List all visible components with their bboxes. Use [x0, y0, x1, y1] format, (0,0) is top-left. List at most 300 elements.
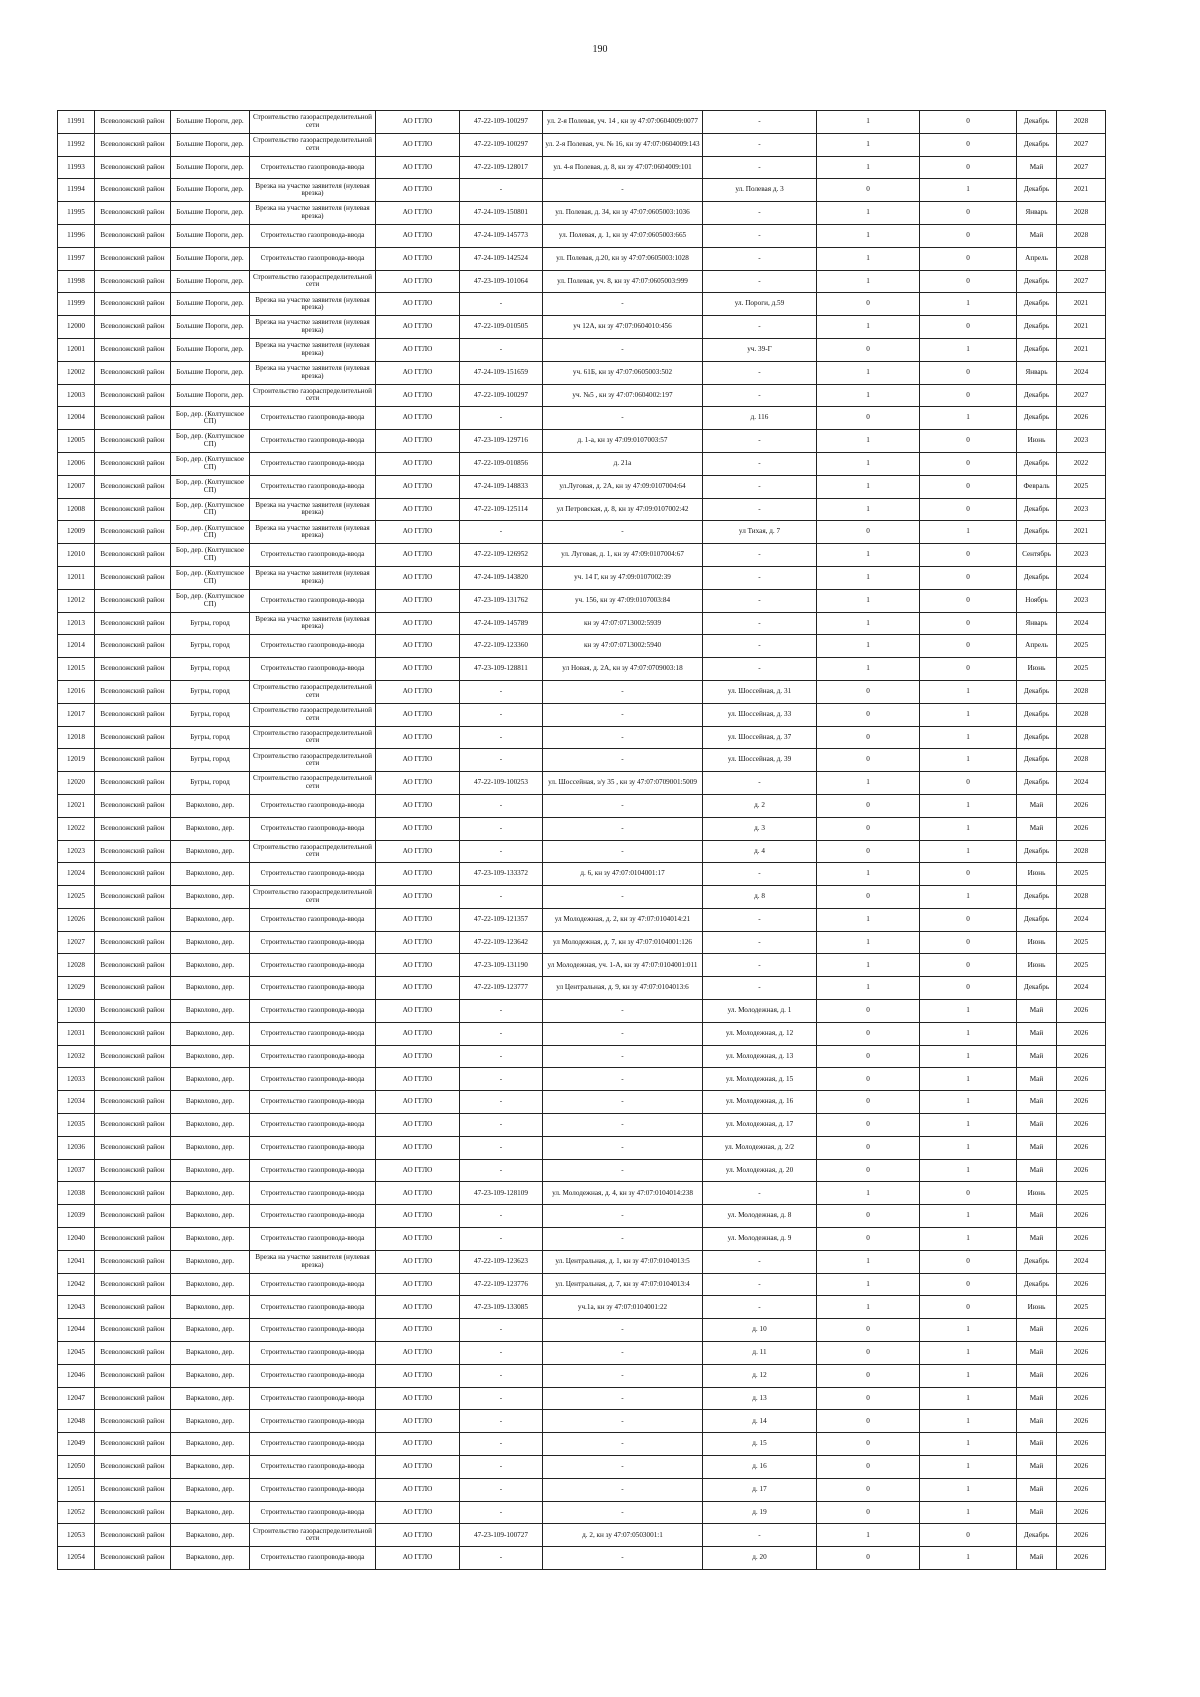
- cell-district: Всеволожский район: [95, 566, 171, 589]
- cell-work: Строительство газопровода-ввода: [250, 1364, 376, 1387]
- cell-org: АО ГГЛО: [376, 202, 460, 225]
- cell-work: Строительство газопровода-ввода: [250, 977, 376, 1000]
- cell-v1: 0: [817, 1364, 920, 1387]
- cell-work: Строительство газопровода-ввода: [250, 247, 376, 270]
- cell-num: 12003: [58, 384, 95, 407]
- cell-settlement: Варколово, дер.: [171, 931, 250, 954]
- cell-v2: 1: [920, 1114, 1017, 1137]
- cell-num: 12018: [58, 726, 95, 749]
- cell-year: 2026: [1057, 1547, 1106, 1570]
- cell-month: Май: [1017, 1068, 1057, 1091]
- cell-app: -: [460, 338, 543, 361]
- cell-cadastral: ул. Луговая, д. 1, кн зу 47:09:0107004:67: [543, 544, 703, 567]
- table-row: [58, 635, 1106, 658]
- cell-org: АО ГГЛО: [376, 886, 460, 909]
- cell-org: АО ГГЛО: [376, 498, 460, 521]
- cell-v2: 0: [920, 316, 1017, 339]
- cell-address: ул. Шоссейная, д. 31: [703, 680, 817, 703]
- cell-org: АО ГГЛО: [376, 908, 460, 931]
- cell-cadastral: ул. Центральная, д. 7, кн зу 47:07:0104013:4: [543, 1273, 703, 1296]
- cell-v1: 0: [817, 1000, 920, 1023]
- cell-year: 2021: [1057, 521, 1106, 544]
- cell-district: Всеволожский район: [95, 293, 171, 316]
- cell-num: 12014: [58, 635, 95, 658]
- cell-org: АО ГГЛО: [376, 179, 460, 202]
- cell-settlement: Бор, дер. (Колтушское СП): [171, 430, 250, 453]
- cell-district: Всеволожский район: [95, 452, 171, 475]
- cell-org: АО ГГЛО: [376, 954, 460, 977]
- cell-year: 2026: [1057, 1456, 1106, 1479]
- cell-month: Май: [1017, 1456, 1057, 1479]
- cell-work: Строительство газопровода-ввода: [250, 1387, 376, 1410]
- cell-app: 47-22-109-128017: [460, 156, 543, 179]
- cell-month: Январь: [1017, 612, 1057, 635]
- cell-settlement: Бугры, город: [171, 680, 250, 703]
- cell-work: Строительство газораспределительной сети: [250, 726, 376, 749]
- cell-org: АО ГГЛО: [376, 384, 460, 407]
- cell-work: Строительство газопровода-ввода: [250, 1273, 376, 1296]
- cell-v1: 1: [817, 863, 920, 886]
- cell-month: Декабрь: [1017, 840, 1057, 863]
- cell-org: АО ГГЛО: [376, 1022, 460, 1045]
- cell-address: ул. Молодежная, д. 16: [703, 1091, 817, 1114]
- cell-v1: 0: [817, 1501, 920, 1524]
- cell-cadastral: -: [543, 1478, 703, 1501]
- cell-v1: 0: [817, 1410, 920, 1433]
- cell-year: 2026: [1057, 1045, 1106, 1068]
- cell-cadastral: д. 1-а, кн зу 47:09:0107003:57: [543, 430, 703, 453]
- cell-cadastral: уч. 14 Г, кн зу 47:09:0107002:39: [543, 566, 703, 589]
- cell-district: Всеволожский район: [95, 726, 171, 749]
- cell-app: -: [460, 1136, 543, 1159]
- cell-settlement: Варколово, дер.: [171, 840, 250, 863]
- table-row: [58, 247, 1106, 270]
- cell-num: 12008: [58, 498, 95, 521]
- cell-month: Май: [1017, 1228, 1057, 1251]
- cell-address: -: [703, 931, 817, 954]
- cell-cadastral: -: [543, 1433, 703, 1456]
- cell-district: Всеволожский район: [95, 1342, 171, 1365]
- cell-org: АО ГГЛО: [376, 1364, 460, 1387]
- cell-settlement: Варкалово, дер.: [171, 1364, 250, 1387]
- cell-settlement: Варкалово, дер.: [171, 1410, 250, 1433]
- cell-v2: 0: [920, 977, 1017, 1000]
- cell-app: 47-24-109-148833: [460, 475, 543, 498]
- cell-year: 2028: [1057, 726, 1106, 749]
- cell-settlement: Бугры, город: [171, 635, 250, 658]
- cell-settlement: Варколово, дер.: [171, 1114, 250, 1137]
- cell-settlement: Варколово, дер.: [171, 954, 250, 977]
- cell-year: 2023: [1057, 498, 1106, 521]
- cell-org: АО ГГЛО: [376, 1182, 460, 1205]
- cell-settlement: Варколово, дер.: [171, 886, 250, 909]
- cell-year: 2028: [1057, 111, 1106, 134]
- table-row: [58, 316, 1106, 339]
- cell-settlement: Бор, дер. (Колтушское СП): [171, 521, 250, 544]
- cell-cadastral: уч. 61Б, кн зу 47:07:0605003:502: [543, 361, 703, 384]
- cell-settlement: Большие Пороги, дер.: [171, 247, 250, 270]
- cell-org: АО ГГЛО: [376, 1524, 460, 1547]
- cell-district: Всеволожский район: [95, 1410, 171, 1433]
- cell-cadastral: -: [543, 1228, 703, 1251]
- table-row: [58, 430, 1106, 453]
- cell-address: -: [703, 384, 817, 407]
- cell-cadastral: ул. 2-я Полевая, уч. № 16, кн зу 47:07:0604009:143: [543, 133, 703, 156]
- cell-num: 12039: [58, 1205, 95, 1228]
- cell-org: АО ГГЛО: [376, 1547, 460, 1570]
- cell-year: 2026: [1057, 1342, 1106, 1365]
- cell-app: 47-22-109-123623: [460, 1250, 543, 1273]
- cell-address: д. 19: [703, 1501, 817, 1524]
- cell-app: -: [460, 1342, 543, 1365]
- cell-month: Июнь: [1017, 430, 1057, 453]
- cell-address: д. 14: [703, 1410, 817, 1433]
- cell-num: 12041: [58, 1250, 95, 1273]
- cell-v2: 0: [920, 612, 1017, 635]
- cell-v1: 0: [817, 1068, 920, 1091]
- cell-work: Строительство газопровода-ввода: [250, 635, 376, 658]
- cell-address: ул. Шоссейная, д. 37: [703, 726, 817, 749]
- cell-district: Всеволожский район: [95, 589, 171, 612]
- cell-address: ул. Молодежная, д. 12: [703, 1022, 817, 1045]
- cell-year: 2023: [1057, 430, 1106, 453]
- cell-district: Всеволожский район: [95, 1250, 171, 1273]
- cell-org: АО ГГЛО: [376, 361, 460, 384]
- cell-district: Всеволожский район: [95, 1524, 171, 1547]
- cell-org: АО ГГЛО: [376, 111, 460, 134]
- cell-v1: 0: [817, 179, 920, 202]
- cell-work: Строительство газораспределительной сети: [250, 840, 376, 863]
- cell-app: 47-22-109-121357: [460, 908, 543, 931]
- cell-num: 11991: [58, 111, 95, 134]
- table-row: [58, 680, 1106, 703]
- table-row: [58, 863, 1106, 886]
- cell-year: 2027: [1057, 156, 1106, 179]
- cell-cadastral: -: [543, 521, 703, 544]
- cell-work: Врезка на участке заявителя (нулевая врезка): [250, 293, 376, 316]
- cell-settlement: Бор, дер. (Колтушское СП): [171, 544, 250, 567]
- table-row: [58, 1547, 1106, 1570]
- cell-org: АО ГГЛО: [376, 1159, 460, 1182]
- cell-num: 12006: [58, 452, 95, 475]
- cell-district: Всеволожский район: [95, 612, 171, 635]
- cell-year: 2026: [1057, 1478, 1106, 1501]
- cell-settlement: Бор, дер. (Колтушское СП): [171, 498, 250, 521]
- cell-work: Строительство газопровода-ввода: [250, 452, 376, 475]
- cell-address: д. 11: [703, 1342, 817, 1365]
- cell-month: Май: [1017, 1022, 1057, 1045]
- cell-year: 2021: [1057, 316, 1106, 339]
- cell-num: 12009: [58, 521, 95, 544]
- cell-address: д. 8: [703, 886, 817, 909]
- cell-v2: 0: [920, 1296, 1017, 1319]
- cell-num: 12025: [58, 886, 95, 909]
- cell-app: -: [460, 886, 543, 909]
- cell-settlement: Варколово, дер.: [171, 1273, 250, 1296]
- cell-month: Декабрь: [1017, 521, 1057, 544]
- cell-org: АО ГГЛО: [376, 703, 460, 726]
- cell-v2: 0: [920, 202, 1017, 225]
- cell-v1: 0: [817, 680, 920, 703]
- cell-v1: 0: [817, 293, 920, 316]
- cell-org: АО ГГЛО: [376, 521, 460, 544]
- cell-month: Декабрь: [1017, 316, 1057, 339]
- cell-settlement: Большие Пороги, дер.: [171, 361, 250, 384]
- cell-month: Июнь: [1017, 931, 1057, 954]
- cell-address: ул. Полевая д. 3: [703, 179, 817, 202]
- table-row: [58, 1022, 1106, 1045]
- table-row: [58, 133, 1106, 156]
- cell-address: -: [703, 772, 817, 795]
- cell-settlement: Бугры, город: [171, 612, 250, 635]
- cell-app: 47-23-109-128811: [460, 658, 543, 681]
- cell-address: -: [703, 1182, 817, 1205]
- cell-work: Строительство газораспределительной сети: [250, 749, 376, 772]
- cell-year: 2026: [1057, 1364, 1106, 1387]
- cell-v2: 1: [920, 1022, 1017, 1045]
- table-row: [58, 612, 1106, 635]
- cell-settlement: Варколово, дер.: [171, 863, 250, 886]
- cell-settlement: Варколово, дер.: [171, 1022, 250, 1045]
- table-row: [58, 1205, 1106, 1228]
- cell-district: Всеволожский район: [95, 202, 171, 225]
- cell-cadastral: -: [543, 1387, 703, 1410]
- cell-work: Строительство газопровода-ввода: [250, 1296, 376, 1319]
- cell-v1: 1: [817, 1296, 920, 1319]
- cell-v1: 0: [817, 1045, 920, 1068]
- cell-app: 47-24-109-150801: [460, 202, 543, 225]
- cell-v1: 1: [817, 908, 920, 931]
- cell-year: 2026: [1057, 817, 1106, 840]
- cell-app: 47-22-109-010505: [460, 316, 543, 339]
- cell-work: Строительство газопровода-ввода: [250, 156, 376, 179]
- cell-work: Строительство газопровода-ввода: [250, 1136, 376, 1159]
- cell-app: 47-22-109-100297: [460, 111, 543, 134]
- cell-month: Май: [1017, 1000, 1057, 1023]
- cell-month: Май: [1017, 1159, 1057, 1182]
- cell-cadastral: -: [543, 680, 703, 703]
- cell-work: Строительство газопровода-ввода: [250, 1547, 376, 1570]
- cell-cadastral: ул.Луговая, д. 2А, кн зу 47:09:0107004:64: [543, 475, 703, 498]
- cell-num: 12036: [58, 1136, 95, 1159]
- cell-num: 12031: [58, 1022, 95, 1045]
- cell-work: Строительство газопровода-ввода: [250, 908, 376, 931]
- cell-year: 2026: [1057, 1501, 1106, 1524]
- cell-district: Всеволожский район: [95, 430, 171, 453]
- cell-cadastral: д. 2, кн зу 47:07:0503001:1: [543, 1524, 703, 1547]
- cell-v2: 0: [920, 954, 1017, 977]
- cell-cadastral: д. 21а: [543, 452, 703, 475]
- cell-v1: 1: [817, 224, 920, 247]
- cell-v1: 0: [817, 886, 920, 909]
- cell-app: 47-22-109-123776: [460, 1273, 543, 1296]
- cell-work: Строительство газопровода-ввода: [250, 224, 376, 247]
- cell-work: Врезка на участке заявителя (нулевая врезка): [250, 338, 376, 361]
- cell-district: Всеволожский район: [95, 749, 171, 772]
- cell-num: 12001: [58, 338, 95, 361]
- cell-app: -: [460, 703, 543, 726]
- cell-v2: 1: [920, 1205, 1017, 1228]
- cell-address: -: [703, 977, 817, 1000]
- cell-work: Строительство газопровода-ввода: [250, 1319, 376, 1342]
- cell-year: 2027: [1057, 270, 1106, 293]
- table-row: [58, 772, 1106, 795]
- cell-v2: 1: [920, 794, 1017, 817]
- cell-work: Строительство газопровода-ввода: [250, 1456, 376, 1479]
- cell-settlement: Варколово, дер.: [171, 794, 250, 817]
- cell-num: 11994: [58, 179, 95, 202]
- cell-v2: 1: [920, 407, 1017, 430]
- cell-month: Декабрь: [1017, 179, 1057, 202]
- cell-year: 2021: [1057, 179, 1106, 202]
- cell-work: Врезка на участке заявителя (нулевая врезка): [250, 179, 376, 202]
- cell-num: 12045: [58, 1342, 95, 1365]
- cell-num: 12046: [58, 1364, 95, 1387]
- cell-v1: 0: [817, 1159, 920, 1182]
- cell-address: д. 15: [703, 1433, 817, 1456]
- cell-year: 2025: [1057, 954, 1106, 977]
- cell-app: 47-22-109-123360: [460, 635, 543, 658]
- cell-month: Май: [1017, 1091, 1057, 1114]
- cell-cadastral: ул. Полевая, д. 34, кн зу 47:07:0605003:1036: [543, 202, 703, 225]
- cell-district: Всеволожский район: [95, 1000, 171, 1023]
- cell-year: 2026: [1057, 1205, 1106, 1228]
- cell-district: Всеволожский район: [95, 1547, 171, 1570]
- cell-settlement: Большие Пороги, дер.: [171, 111, 250, 134]
- cell-year: 2025: [1057, 931, 1106, 954]
- table-row: [58, 293, 1106, 316]
- cell-num: 12021: [58, 794, 95, 817]
- table-row: [58, 1524, 1106, 1547]
- cell-district: Всеволожский район: [95, 247, 171, 270]
- cell-year: 2026: [1057, 407, 1106, 430]
- cell-num: 12043: [58, 1296, 95, 1319]
- cell-app: -: [460, 1000, 543, 1023]
- table-row: [58, 1319, 1106, 1342]
- cell-year: 2022: [1057, 452, 1106, 475]
- cell-settlement: Варкалово, дер.: [171, 1433, 250, 1456]
- cell-v1: 1: [817, 1273, 920, 1296]
- cell-num: 12024: [58, 863, 95, 886]
- cell-org: АО ГГЛО: [376, 658, 460, 681]
- cell-district: Всеволожский район: [95, 1456, 171, 1479]
- cell-app: -: [460, 1159, 543, 1182]
- cell-v1: 0: [817, 1228, 920, 1251]
- cell-work: Строительство газопровода-ввода: [250, 817, 376, 840]
- table-row: [58, 1456, 1106, 1479]
- cell-org: АО ГГЛО: [376, 452, 460, 475]
- cell-cadastral: кн зу 47:07:0713002:5939: [543, 612, 703, 635]
- cell-v1: 1: [817, 566, 920, 589]
- cell-year: 2026: [1057, 1524, 1106, 1547]
- table-row: [58, 1045, 1106, 1068]
- cell-v2: 0: [920, 111, 1017, 134]
- cell-org: АО ГГЛО: [376, 1114, 460, 1137]
- cell-cadastral: ул. Полевая, д.20, кн зу 47:07:0605003:1028: [543, 247, 703, 270]
- cell-settlement: Большие Пороги, дер.: [171, 224, 250, 247]
- table-row: [58, 840, 1106, 863]
- cell-num: 11997: [58, 247, 95, 270]
- cell-v1: 1: [817, 954, 920, 977]
- cell-app: 47-22-109-010856: [460, 452, 543, 475]
- cell-app: 47-22-109-100297: [460, 133, 543, 156]
- cell-v1: 0: [817, 794, 920, 817]
- cell-year: 2026: [1057, 1410, 1106, 1433]
- table-row: [58, 270, 1106, 293]
- gas-connection-table: [57, 110, 1106, 1570]
- cell-app: -: [460, 1364, 543, 1387]
- cell-month: Апрель: [1017, 247, 1057, 270]
- cell-v1: 1: [817, 247, 920, 270]
- page-number: 190: [592, 44, 608, 55]
- cell-work: Строительство газопровода-ввода: [250, 1410, 376, 1433]
- cell-work: Строительство газопровода-ввода: [250, 1022, 376, 1045]
- cell-v2: 1: [920, 1456, 1017, 1479]
- cell-year: 2026: [1057, 1319, 1106, 1342]
- cell-settlement: Большие Пороги, дер.: [171, 202, 250, 225]
- cell-address: ул. Молодежная, д. 20: [703, 1159, 817, 1182]
- cell-settlement: Варкалово, дер.: [171, 1456, 250, 1479]
- cell-num: 12013: [58, 612, 95, 635]
- cell-address: -: [703, 202, 817, 225]
- cell-num: 12042: [58, 1273, 95, 1296]
- table-row: [58, 1159, 1106, 1182]
- cell-num: 12030: [58, 1000, 95, 1023]
- cell-work: Строительство газораспределительной сети: [250, 680, 376, 703]
- cell-cadastral: -: [543, 840, 703, 863]
- cell-v2: 0: [920, 1250, 1017, 1273]
- cell-cadastral: -: [543, 1456, 703, 1479]
- cell-cadastral: -: [543, 407, 703, 430]
- cell-cadastral: -: [543, 886, 703, 909]
- cell-month: Май: [1017, 156, 1057, 179]
- cell-settlement: Бор, дер. (Колтушское СП): [171, 407, 250, 430]
- table-row: [58, 954, 1106, 977]
- cell-num: 12038: [58, 1182, 95, 1205]
- cell-v1: 1: [817, 931, 920, 954]
- cell-num: 12011: [58, 566, 95, 589]
- cell-settlement: Большие Пороги, дер.: [171, 384, 250, 407]
- cell-num: 12023: [58, 840, 95, 863]
- cell-app: 47-22-109-100253: [460, 772, 543, 795]
- cell-org: АО ГГЛО: [376, 1342, 460, 1365]
- cell-address: -: [703, 908, 817, 931]
- table-row: [58, 544, 1106, 567]
- cell-org: АО ГГЛО: [376, 224, 460, 247]
- cell-num: 12004: [58, 407, 95, 430]
- cell-app: 47-24-109-151659: [460, 361, 543, 384]
- cell-settlement: Бугры, город: [171, 703, 250, 726]
- cell-address: д. 2: [703, 794, 817, 817]
- cell-year: 2025: [1057, 475, 1106, 498]
- cell-work: Врезка на участке заявителя (нулевая врезка): [250, 566, 376, 589]
- cell-cadastral: уч. 156, кн зу 47:09:0107003:84: [543, 589, 703, 612]
- cell-num: 12053: [58, 1524, 95, 1547]
- cell-settlement: Варколово, дер.: [171, 1159, 250, 1182]
- table-row: [58, 338, 1106, 361]
- cell-settlement: Большие Пороги, дер.: [171, 133, 250, 156]
- table-row: [58, 977, 1106, 1000]
- cell-work: Строительство газопровода-ввода: [250, 1091, 376, 1114]
- cell-cadastral: ул. Молодежная, д. 4, кн зу 47:07:0104014:238: [543, 1182, 703, 1205]
- cell-org: АО ГГЛО: [376, 247, 460, 270]
- cell-month: Май: [1017, 1342, 1057, 1365]
- cell-work: Строительство газораспределительной сети: [250, 1524, 376, 1547]
- cell-month: Декабрь: [1017, 566, 1057, 589]
- table-row: [58, 1114, 1106, 1137]
- cell-org: АО ГГЛО: [376, 1387, 460, 1410]
- cell-year: 2026: [1057, 1159, 1106, 1182]
